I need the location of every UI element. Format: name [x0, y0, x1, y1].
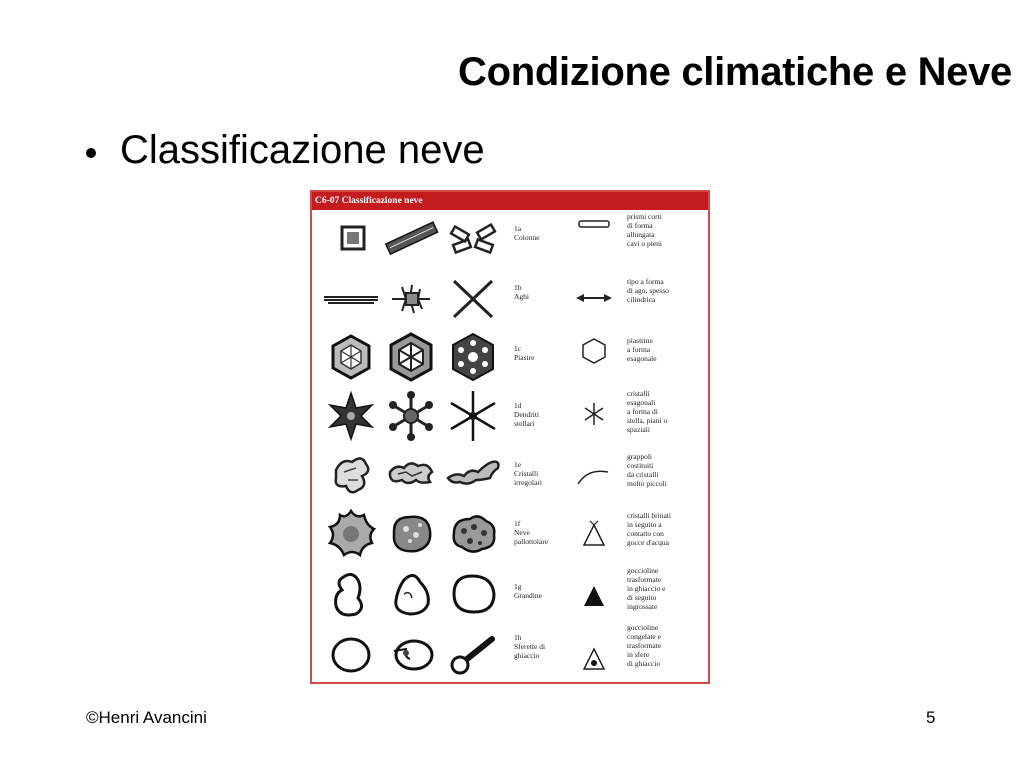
graupel-crystal-image — [322, 505, 380, 563]
stellar-dendrite-image — [322, 387, 380, 445]
classification-row-1e — [312, 446, 708, 505]
stellar-dendrite-image — [444, 387, 502, 445]
graupel-crystal-image — [382, 505, 440, 563]
code: 1b — [514, 283, 522, 292]
name: Grandine — [514, 591, 542, 600]
plate-crystal-image — [382, 328, 440, 386]
page-number: 5 — [926, 708, 936, 727]
copyright-footer: ©Henri Avancini — [86, 708, 207, 727]
ice-pellet-image — [444, 623, 502, 681]
slide-title: Condizione climatiche e Neve — [458, 50, 1012, 94]
triangle-dot-icon — [574, 645, 614, 675]
description: grappoli costituiti da cristalli molto piccoli — [627, 452, 667, 488]
classification-row-1b — [312, 269, 708, 328]
outline-triangle-icon — [574, 519, 614, 549]
code-label — [514, 401, 574, 428]
classification-row-1f — [312, 505, 708, 564]
arc-line-icon — [574, 460, 614, 490]
plate-crystal-image — [322, 328, 380, 386]
description: cristalli esagonali a forma di stella, piani o spaziali — [627, 389, 668, 434]
code-label — [514, 519, 574, 546]
code-label — [514, 344, 574, 362]
code: 1g — [514, 582, 522, 591]
figure-body — [312, 210, 708, 682]
code: 1c — [514, 344, 522, 353]
stellar-dendrite-image — [382, 387, 440, 445]
irregular-crystal-image — [322, 446, 380, 504]
code: 1a — [514, 224, 522, 233]
code-label — [514, 224, 574, 242]
description: cristalli brinati in seguito a contatto con gocce d'acqua — [627, 511, 671, 547]
asterisk-star-icon — [574, 399, 614, 429]
irregular-crystal-image — [382, 446, 440, 504]
graupel-crystal-image — [444, 505, 502, 563]
description: tipo a forma di ago, spesso cilindrica — [627, 277, 669, 304]
needle-crystal-image — [444, 269, 502, 327]
rectangle-bar-icon — [574, 216, 614, 246]
description: piastrine a forma esagonale — [627, 336, 657, 363]
classification-row-1c — [312, 328, 708, 387]
name: Cristalli irregolari — [514, 469, 542, 487]
hail-image — [382, 564, 440, 622]
bullet-item — [86, 128, 485, 173]
filled-triangle-icon — [574, 582, 614, 612]
double-arrow-icon — [574, 283, 614, 313]
column-crystal-image — [322, 210, 380, 268]
classification-row-1d — [312, 387, 708, 446]
figure-header: C6-07 Classificazione neve — [312, 192, 708, 210]
code-label — [514, 582, 574, 600]
code: 1d — [514, 401, 522, 410]
name: Neve pallottolare — [514, 528, 549, 546]
ice-pellet-image — [382, 623, 440, 681]
bullet-dot-icon — [86, 148, 96, 158]
classification-row-1a — [312, 210, 708, 269]
code-label — [514, 633, 574, 660]
hexagon-outline-icon — [574, 336, 614, 366]
column-crystal-image — [444, 210, 502, 268]
code: 1f — [514, 519, 521, 528]
irregular-crystal-image — [444, 446, 502, 504]
ice-pellet-image — [322, 623, 380, 681]
name: Colonne — [514, 233, 540, 242]
code-label — [514, 460, 574, 487]
plate-crystal-image — [444, 328, 502, 386]
hail-image — [322, 564, 380, 622]
name: Piastre — [514, 353, 535, 362]
description: goccioline congelate e trasformate in sfere di ghiaccio — [627, 623, 662, 668]
bullet-text: Classificazione neve — [120, 128, 485, 172]
code-label — [514, 283, 574, 301]
description: goccioline trasformate in ghiaccio e di seguito ingrossate — [627, 566, 666, 611]
classification-row-1h — [312, 623, 708, 682]
code: 1e — [514, 460, 522, 469]
classification-row-1g — [312, 564, 708, 623]
name: Dendriti stellari — [514, 410, 539, 428]
hail-image — [444, 564, 502, 622]
code: 1h — [514, 633, 522, 642]
name: Aghi — [514, 292, 529, 301]
column-crystal-image — [382, 210, 440, 268]
description: prismi corti di forma allungata cavi o pieni — [627, 212, 662, 248]
needle-crystal-image — [322, 269, 380, 327]
name: Sferette di ghiaccio — [514, 642, 546, 660]
needle-crystal-image — [382, 269, 440, 327]
snow-classification-figure — [310, 190, 710, 684]
